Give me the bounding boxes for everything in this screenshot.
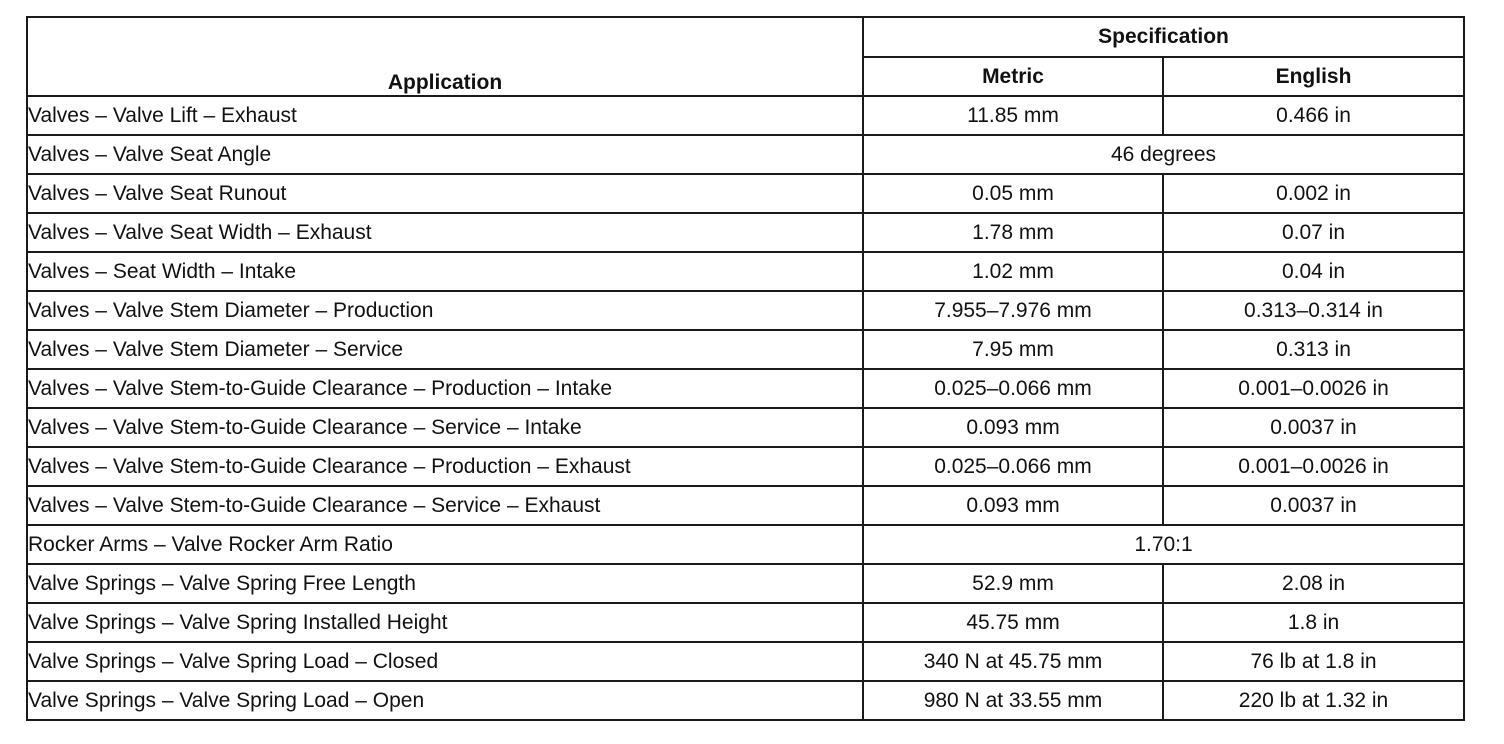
application-cell: Valves – Valve Stem Diameter – Service bbox=[27, 330, 863, 369]
metric-cell: 1.02 mm bbox=[863, 252, 1163, 291]
english-cell: 76 lb at 1.8 in bbox=[1163, 642, 1464, 681]
english-column-header: English bbox=[1163, 57, 1464, 96]
table-row bbox=[27, 681, 1464, 720]
english-cell: 0.002 in bbox=[1163, 174, 1464, 213]
metric-cell: 52.9 mm bbox=[863, 564, 1163, 603]
english-cell: 0.0037 in bbox=[1163, 408, 1464, 447]
application-cell: Valves – Seat Width – Intake bbox=[27, 252, 863, 291]
english-cell: 0.313 in bbox=[1163, 330, 1464, 369]
metric-cell: 0.025–0.066 mm bbox=[863, 369, 1163, 408]
application-cell: Valves – Valve Stem-to-Guide Clearance – Service – Exhaust bbox=[27, 486, 863, 525]
application-cell: Valves – Valve Seat Angle bbox=[27, 135, 863, 174]
metric-cell: 7.955–7.976 mm bbox=[863, 291, 1163, 330]
english-cell: 0.001–0.0026 in bbox=[1163, 369, 1464, 408]
table-row bbox=[27, 291, 1464, 330]
specification-table bbox=[26, 16, 1465, 721]
metric-cell: 980 N at 33.55 mm bbox=[863, 681, 1163, 720]
metric-cell: 45.75 mm bbox=[863, 603, 1163, 642]
english-cell: 0.0037 in bbox=[1163, 486, 1464, 525]
application-cell: Valves – Valve Stem-to-Guide Clearance – Service – Intake bbox=[27, 408, 863, 447]
table-row bbox=[27, 603, 1464, 642]
table-row bbox=[27, 642, 1464, 681]
table-row bbox=[27, 252, 1464, 291]
table-row bbox=[27, 525, 1464, 564]
metric-cell: 0.093 mm bbox=[863, 408, 1163, 447]
header-row-top bbox=[27, 17, 1464, 57]
application-column-header: Application bbox=[27, 17, 863, 96]
metric-cell: 11.85 mm bbox=[863, 96, 1163, 135]
english-cell: 0.313–0.314 in bbox=[1163, 291, 1464, 330]
metric-cell: 340 N at 45.75 mm bbox=[863, 642, 1163, 681]
table-row bbox=[27, 96, 1464, 135]
english-cell: 0.07 in bbox=[1163, 213, 1464, 252]
application-cell: Valves – Valve Seat Runout bbox=[27, 174, 863, 213]
table-row bbox=[27, 174, 1464, 213]
application-cell: Valve Springs – Valve Spring Load – Closed bbox=[27, 642, 863, 681]
application-cell: Valve Springs – Valve Spring Installed Height bbox=[27, 603, 863, 642]
table-row bbox=[27, 564, 1464, 603]
application-cell: Valves – Valve Lift – Exhaust bbox=[27, 96, 863, 135]
application-cell: Valve Springs – Valve Spring Load – Open bbox=[27, 681, 863, 720]
table-row bbox=[27, 408, 1464, 447]
metric-cell: 1.78 mm bbox=[863, 213, 1163, 252]
table-row bbox=[27, 135, 1464, 174]
english-cell: 1.8 in bbox=[1163, 603, 1464, 642]
application-cell: Valves – Valve Stem-to-Guide Clearance – Production – Exhaust bbox=[27, 447, 863, 486]
table-row bbox=[27, 369, 1464, 408]
application-cell: Valves – Valve Seat Width – Exhaust bbox=[27, 213, 863, 252]
combined-spec-cell: 46 degrees bbox=[863, 135, 1464, 174]
metric-cell: 0.025–0.066 mm bbox=[863, 447, 1163, 486]
table-row bbox=[27, 486, 1464, 525]
metric-cell: 0.093 mm bbox=[863, 486, 1163, 525]
table-row bbox=[27, 330, 1464, 369]
metric-column-header: Metric bbox=[863, 57, 1163, 96]
table-row bbox=[27, 447, 1464, 486]
english-cell: 220 lb at 1.32 in bbox=[1163, 681, 1464, 720]
specification-group-header: Specification bbox=[863, 17, 1464, 57]
application-cell: Valve Springs – Valve Spring Free Length bbox=[27, 564, 863, 603]
application-cell: Valves – Valve Stem-to-Guide Clearance – Production – Intake bbox=[27, 369, 863, 408]
english-cell: 0.466 in bbox=[1163, 96, 1464, 135]
metric-cell: 7.95 mm bbox=[863, 330, 1163, 369]
combined-spec-cell: 1.70:1 bbox=[863, 525, 1464, 564]
table-row bbox=[27, 213, 1464, 252]
english-cell: 2.08 in bbox=[1163, 564, 1464, 603]
application-cell: Rocker Arms – Valve Rocker Arm Ratio bbox=[27, 525, 863, 564]
application-cell: Valves – Valve Stem Diameter – Production bbox=[27, 291, 863, 330]
english-cell: 0.001–0.0026 in bbox=[1163, 447, 1464, 486]
english-cell: 0.04 in bbox=[1163, 252, 1464, 291]
metric-cell: 0.05 mm bbox=[863, 174, 1163, 213]
